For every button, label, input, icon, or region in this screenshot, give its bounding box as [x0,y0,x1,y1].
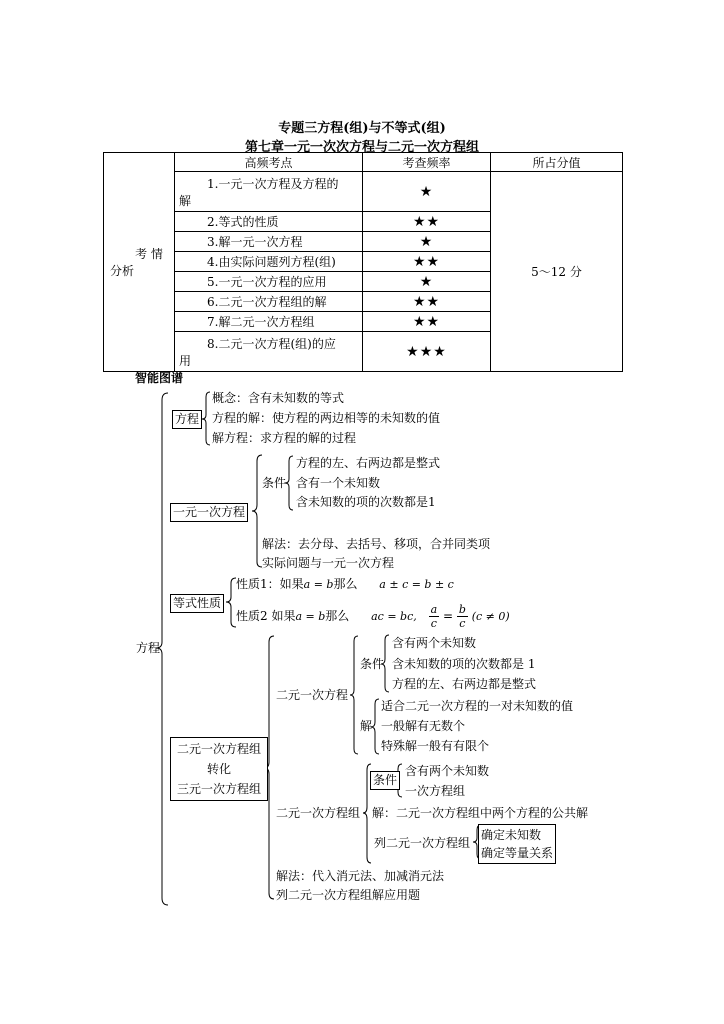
linear1-application: 实际问题与一元一次方程 [262,556,395,570]
sys-cond-item: 含有两个未知数 [405,764,490,778]
lin2-sol-item: 特殊解一般有有限个 [381,739,490,753]
frequency-stars: ★★ [363,292,491,312]
sys-cond-box: 条件 [370,771,400,790]
topic-cell: 3.解一元一次方程 [175,232,363,252]
topic-cell: 5.一元一次方程的应用 [175,272,363,292]
lin2-cond-label: 条件 [360,657,385,671]
eq-solve: 解方程：求方程的解的过程 [212,431,357,445]
topic-cell: 7.解二元一次方程组 [175,312,363,332]
prop-brace [226,578,236,627]
lin2-sol-item: 一般解有无数个 [381,719,466,733]
main-title: 专题三方程(组)与不等式(组) [278,121,446,136]
topic-cell: 2.等式的性质 [175,212,363,232]
linear1-box: 一元一次方程 [170,503,248,522]
lin2-main-brace [350,636,358,754]
topic-cell: 8.二元一次方程(组)的应 用 [175,332,363,372]
lin2-sol-item: 适合二元一次方程的一对未知数的值 [381,699,574,713]
lin2-cond-item: 含未知数的项的次数都是 1 [392,657,536,671]
sys-label: 二元一次方程组 [276,806,361,820]
sys-cond-item: 一次方程组 [405,784,466,798]
linear1-cond-item: 含有一个未知数 [296,476,381,490]
prop-2: 性质2 如果a = b那么 ac = bc, $\frac{a}{c}$ = $\frac{b}{c}$ (c ≠ 0) [236,603,510,630]
sys-list-label: 列二元一次方程组 [374,836,471,850]
sys-solution: 解：二元一次方程组中两个方程的公共解 [372,806,589,820]
linear1-cond-item: 方程的左、右两边都是整式 [296,456,441,470]
prop-1: 性质1：如果a = b那么 a ± c = b ± c [236,577,454,591]
linear1-cond-item: 含未知数的项的次数都是1 [296,495,436,509]
frequency-stars: ★★ [363,212,491,232]
frequency-stars: ★★ [363,252,491,272]
frequency-stars: ★★★ [363,332,491,372]
topic-cell: 1.一元一次方程及方程的 解 [175,172,363,212]
sys-method: 解法：代入消元法、加减消元法 [276,869,445,883]
header-score: 所占分值 [491,153,623,172]
map-root: 方程 [136,641,161,655]
lin2-cond-item: 方程的左、右两边都是整式 [392,677,537,691]
frequency-stars: ★ [363,172,491,212]
prop-box: 等式性质 [170,594,224,613]
linear1-cond-brace [285,456,293,510]
eq-brace [202,392,210,445]
lin2-cond-item: 含有两个未知数 [392,636,477,650]
map-heading: 智能图谱 [135,371,184,385]
score-cell: 5～12 分 [491,172,623,372]
frequency-stars: ★ [363,272,491,292]
frequency-stars: ★★ [363,312,491,332]
sys-box: 二元一次方程组 转化 三元一次方程组 [170,737,268,801]
topic-cell: 6.二元一次方程组的解 [175,292,363,312]
lin2-label: 二元一次方程 [276,688,349,702]
eq-solution: 方程的解：使方程的两边相等的未知数的值 [212,411,441,425]
lin2-sol-label: 解 [360,719,373,733]
topic-cell: 4.由实际问题列方程(组) [175,252,363,272]
eq-concept: 概念：含有未知数的等式 [212,391,345,405]
chapter-title: 第七章一元一次次方程与二元一次方程组 [244,140,479,155]
header-frequency: 考查频率 [363,153,491,172]
frequency-stars: ★ [363,232,491,252]
sys-list-box: 确定未知数 确定等量关系 [478,824,556,864]
linear1-cond-label: 条件 [262,476,287,490]
sys-application: 列二元一次方程组解应用题 [276,888,421,902]
linear1-method: 解法：去分母、去括号、移项，合并同类项 [262,537,491,551]
eq-box: 方程 [172,410,202,429]
linear1-brace [252,455,262,567]
analysis-row-label: 考 情 分析 [104,153,175,372]
header-topic: 高频考点 [175,153,363,172]
lin2-sol-brace [371,699,379,754]
